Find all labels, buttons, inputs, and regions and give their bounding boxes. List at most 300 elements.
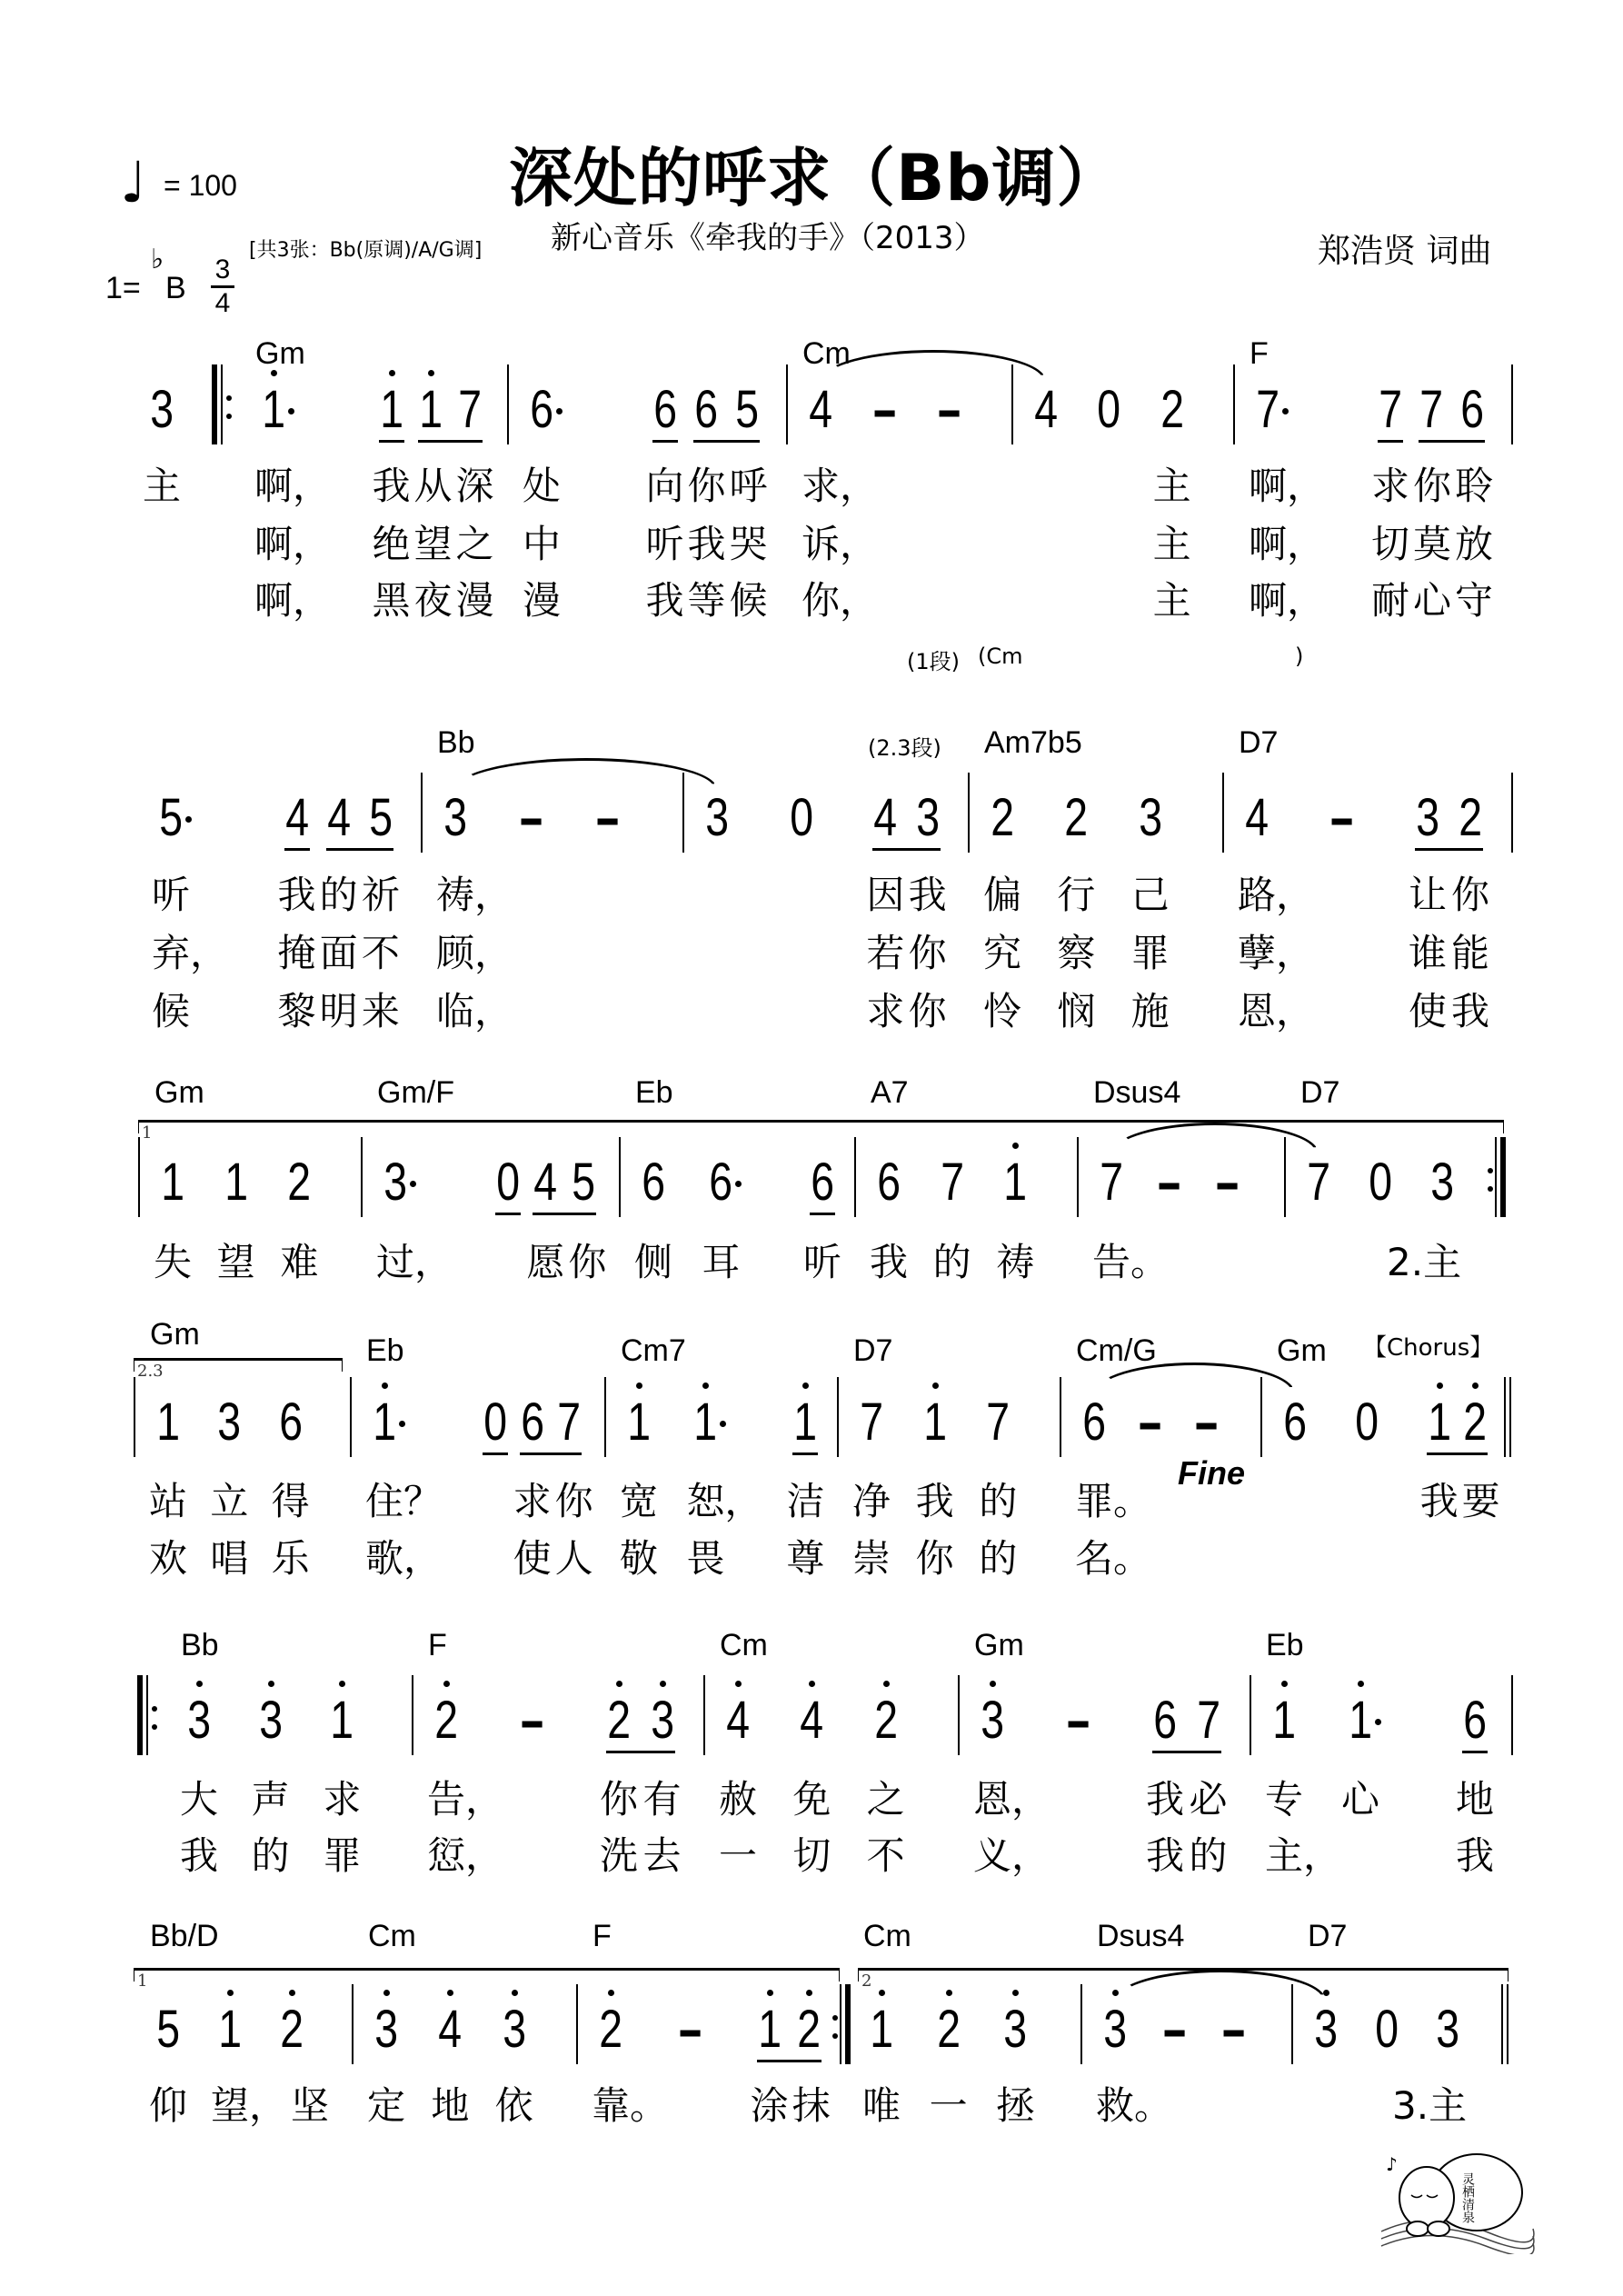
- lyric-syllable: 耐: [1371, 578, 1410, 623]
- eighth-underline: [1378, 440, 1403, 443]
- repeat-dot: [226, 414, 232, 419]
- high-octave-dot: [1012, 1990, 1019, 1996]
- note: [1001, 2001, 1030, 2059]
- lyric-syllable: 不: [866, 1833, 905, 1878]
- note: [518, 1393, 547, 1452]
- lyric-syllable: 掩: [277, 931, 316, 975]
- sustain-dash: [517, 789, 546, 847]
- note: [651, 381, 680, 439]
- note-digit: 7: [986, 1393, 1011, 1452]
- lyric-syllable: 孽，: [1238, 931, 1315, 975]
- note: [416, 381, 445, 439]
- chord-symbol: D7: [853, 1333, 893, 1368]
- lyric-syllable: 主: [1152, 464, 1191, 508]
- note-digit: 1: [330, 1691, 354, 1750]
- note: [284, 1153, 314, 1212]
- lyric-syllable: 怜: [983, 989, 1022, 1033]
- tempo-value: = 100: [164, 169, 237, 202]
- note-digit: 6: [642, 1153, 666, 1212]
- lyric-syllable: 崇: [852, 1536, 891, 1581]
- sustain-dash: [1136, 1393, 1165, 1452]
- note-digit: 4: [873, 788, 898, 847]
- lyric-syllable: 涂: [750, 2083, 789, 2128]
- lyric-syllable: 候: [152, 989, 191, 1033]
- note-digit: 2: [936, 2000, 961, 2059]
- volta-label: 1: [142, 1123, 153, 1143]
- eighth-underline: [1427, 1452, 1489, 1455]
- lyric-syllable: 我: [687, 522, 726, 566]
- lyric-syllable: 来: [361, 989, 400, 1033]
- note: [755, 2001, 784, 2059]
- sheep-logo-icon: [1377, 2145, 1536, 2254]
- lyric-syllable: 你: [600, 1777, 639, 1822]
- lyric-syllable: 使: [1409, 989, 1448, 1033]
- lyric-syllable: 从: [413, 464, 453, 508]
- barline: [1222, 773, 1224, 853]
- note-digit: 7: [1379, 380, 1403, 439]
- note-digit: 3: [915, 788, 940, 847]
- note: [983, 1393, 1012, 1452]
- note: [377, 381, 406, 439]
- note-digit: 3: [705, 788, 730, 847]
- note-digit: 1: [1272, 1691, 1297, 1750]
- note: [1413, 789, 1442, 847]
- eighth-underline: [1419, 440, 1485, 443]
- lyric-syllable: 敬: [620, 1536, 659, 1581]
- eighth-underline: [693, 440, 760, 443]
- lyric-syllable: 我: [372, 464, 411, 508]
- note: [1304, 1153, 1333, 1212]
- lyric-syllable: 大: [180, 1777, 219, 1822]
- lyric-syllable: 2.主: [1387, 1240, 1462, 1284]
- note-digit: 4: [533, 1153, 558, 1212]
- lyric-syllable: 能: [1451, 931, 1490, 975]
- barline: [837, 1377, 839, 1457]
- note: [554, 1393, 583, 1452]
- lyric-syllable: 救。: [1096, 2083, 1173, 2128]
- lyric-syllable: 主: [1152, 578, 1191, 623]
- chord-symbol: Cm: [802, 336, 851, 371]
- note-digit: 7: [1307, 1153, 1331, 1212]
- note: [624, 1393, 653, 1452]
- key-prefix: 1=: [105, 271, 141, 305]
- lyric-syllable: 处: [523, 464, 562, 508]
- note-digit: 6: [1082, 1393, 1107, 1452]
- note: [531, 1153, 560, 1212]
- quarter-note-icon: ♩: [120, 149, 147, 215]
- barline: [854, 1137, 856, 1217]
- lyric-syllable: 歌，: [365, 1536, 443, 1581]
- barline: [1250, 1675, 1251, 1755]
- lyric-syllable: 的: [1189, 1833, 1228, 1878]
- high-octave-dot: [767, 1990, 773, 1996]
- note: [871, 1692, 901, 1750]
- note-digit: 5: [735, 380, 759, 439]
- lyric-syllable: 你: [1451, 873, 1490, 917]
- rest: [1352, 1393, 1381, 1452]
- lyric-syllable: 望，: [211, 2083, 288, 2128]
- lyric-syllable: 祷: [996, 1240, 1035, 1284]
- barline: [1291, 1984, 1293, 2064]
- note-digit: 5: [159, 788, 184, 847]
- note-digit: 1: [379, 380, 403, 439]
- note-digit: 1: [262, 380, 286, 439]
- lyric-syllable: 恩，: [1238, 989, 1315, 1033]
- lyric-syllable: 中: [523, 522, 562, 566]
- tie-arc: [455, 758, 717, 789]
- note-digit: 1: [1427, 1393, 1451, 1452]
- note-digit: 6: [811, 1153, 834, 1212]
- lyric-syllable: 你: [908, 931, 947, 975]
- lyric-syllable: 主，: [1265, 1833, 1342, 1878]
- chord-symbol: D7: [1308, 1919, 1348, 1953]
- note: [791, 1393, 820, 1452]
- chord-symbol: Eb: [1266, 1628, 1304, 1662]
- repeat-start-barline: [137, 1675, 143, 1755]
- chord-symbol: Gm: [974, 1628, 1024, 1662]
- dash-glyph: -: [1220, 2000, 1248, 2059]
- high-octave-dot: [809, 1681, 815, 1687]
- lyric-syllable: 之: [455, 522, 494, 566]
- note: [276, 1393, 305, 1452]
- lyric-syllable: 行: [1057, 873, 1096, 917]
- note: [527, 381, 556, 439]
- lyric-syllable: 难: [280, 1240, 319, 1284]
- note-digit: 2: [280, 2000, 304, 2059]
- high-octave-dot: [339, 1681, 345, 1687]
- note: [648, 1692, 677, 1750]
- rest: [1366, 1153, 1395, 1212]
- lyric-syllable: 哭: [729, 522, 768, 566]
- barline: [412, 1675, 413, 1755]
- note-digit: 3: [1138, 788, 1162, 847]
- high-octave-dot: [1012, 1143, 1019, 1149]
- note-digit: 3: [217, 1393, 242, 1452]
- note-digit: 6: [1460, 380, 1485, 439]
- sustain-dash: [1213, 1153, 1242, 1212]
- note-digit: 3: [502, 2000, 526, 2059]
- final-barline: [1504, 1377, 1506, 1457]
- note: [794, 2001, 823, 2059]
- lyric-syllable: 我: [1146, 1833, 1185, 1878]
- note: [702, 789, 732, 847]
- lyric-syllable: 的: [251, 1833, 290, 1878]
- note-digit: 1: [693, 1393, 718, 1452]
- lyric-syllable: 我: [645, 578, 684, 623]
- note-digit: 2: [1160, 380, 1184, 439]
- augmentation-dot: [288, 408, 294, 414]
- note: [1456, 789, 1485, 847]
- note-digit: 5: [571, 1153, 595, 1212]
- note-digit: 4: [1034, 380, 1059, 439]
- note: [1458, 381, 1487, 439]
- barline: [1060, 1377, 1061, 1457]
- barline: [138, 1137, 140, 1217]
- lyric-syllable: 坚: [291, 2083, 330, 2128]
- note: [706, 1153, 735, 1212]
- high-octave-dot: [1472, 1383, 1479, 1389]
- lyric-syllable: 求: [513, 1479, 552, 1523]
- volta-label: 1: [137, 1972, 148, 1991]
- repeat-dot: [832, 2033, 838, 2039]
- volta-bracket: [858, 1968, 1508, 1982]
- barline: [958, 1675, 960, 1755]
- dash-glyph: -: [676, 2000, 703, 2059]
- chord-symbol: Dsus4: [1097, 1919, 1185, 1953]
- lyric-syllable: 失: [154, 1240, 193, 1284]
- dash-glyph: -: [594, 788, 622, 847]
- lyric-syllable: 罪: [1130, 931, 1170, 975]
- lyric-syllable: 悯: [1057, 989, 1096, 1033]
- lyric-syllable: 乐: [271, 1536, 310, 1581]
- barline: [968, 773, 970, 853]
- note: [1460, 1393, 1489, 1452]
- note-digit: 2: [991, 788, 1015, 847]
- lyric-syllable: 愿: [526, 1240, 565, 1284]
- note-digit: 4: [284, 788, 309, 847]
- chord-symbol: D7: [1239, 725, 1279, 760]
- high-octave-dot: [806, 1990, 812, 1996]
- lyric-syllable: 之: [866, 1777, 905, 1822]
- note-digit: 1: [627, 1393, 652, 1452]
- lyric-syllable: 求，: [802, 464, 879, 508]
- lyric-syllable: 漫: [455, 578, 494, 623]
- lyric-syllable: 守: [1455, 578, 1494, 623]
- chord-symbol: F: [1250, 336, 1269, 371]
- lyric-syllable: 你: [908, 989, 947, 1033]
- note: [215, 2001, 244, 2059]
- note: [1194, 1692, 1223, 1750]
- eighth-underline: [1462, 1751, 1488, 1753]
- note-digit: 0: [1369, 1153, 1393, 1212]
- repeat-start-barline: [212, 364, 217, 444]
- note: [1428, 1153, 1457, 1212]
- barline: [1233, 364, 1235, 444]
- note: [808, 1153, 837, 1212]
- eighth-underline: [326, 848, 393, 851]
- lyric-syllable: 深: [455, 464, 494, 508]
- note: [154, 2001, 183, 2059]
- note: [732, 381, 762, 439]
- note-digit: 4: [726, 1691, 751, 1750]
- note: [156, 789, 185, 847]
- chord-symbol: Cm/G: [1076, 1333, 1157, 1368]
- note: [283, 789, 312, 847]
- time-signature: [211, 256, 234, 317]
- note-digit: 0: [789, 788, 813, 847]
- note: [1097, 1153, 1126, 1212]
- lyric-syllable: 我: [915, 1479, 954, 1523]
- note-digit: 2: [1459, 788, 1483, 847]
- note: [867, 2001, 896, 2059]
- lyric-syllable: 侧: [634, 1240, 673, 1284]
- lyric-syllable: 你: [915, 1536, 954, 1581]
- note-digit: 3: [981, 1691, 1005, 1750]
- lyric-syllable: 望: [216, 1240, 255, 1284]
- chord-symbol: Gm: [154, 1075, 204, 1110]
- lyric-syllable: 诉，: [802, 522, 879, 566]
- note-digit: 6: [530, 380, 554, 439]
- lyric-syllable: 的: [932, 1240, 971, 1284]
- note: [184, 1692, 214, 1750]
- chord-symbol: Gm: [1277, 1333, 1327, 1368]
- lyric-syllable: 宽: [620, 1479, 659, 1523]
- lyric-syllable: 住？: [365, 1479, 443, 1523]
- note: [455, 381, 484, 439]
- rest: [481, 1393, 510, 1452]
- repeat-start-barline: [146, 1675, 148, 1755]
- note: [256, 1692, 285, 1750]
- lyric-syllable: 弃，: [152, 931, 229, 975]
- lyric-syllable: 恕，: [686, 1479, 763, 1523]
- lyric-syllable: 莫: [1413, 522, 1452, 566]
- lyric-syllable: 求: [866, 989, 905, 1033]
- note: [1158, 381, 1187, 439]
- lyric-syllable: 的: [979, 1479, 1018, 1523]
- augmentation-dot: [720, 1421, 726, 1427]
- augmentation-dot: [410, 1181, 416, 1187]
- high-octave-dot: [990, 1681, 996, 1687]
- volta-bracket: [134, 1358, 343, 1372]
- lyric-syllable: 不: [361, 931, 400, 975]
- eighth-underline: [872, 848, 940, 851]
- lyric-syllable: 洁: [786, 1479, 825, 1523]
- lyric-syllable: 恩，: [973, 1777, 1050, 1822]
- note: [370, 1393, 399, 1452]
- note-digit: 7: [940, 1153, 964, 1212]
- lyric-syllable: 有: [642, 1777, 682, 1822]
- verse-annotation: (2.3段): [868, 735, 941, 761]
- note-digit: 7: [1196, 1691, 1220, 1750]
- chord-symbol: A7: [871, 1075, 909, 1110]
- page-title: 深处的呼求（Bb调）: [509, 141, 1121, 215]
- note-digit: 0: [483, 1393, 508, 1452]
- note: [934, 2001, 963, 2059]
- note-digit: 4: [800, 1691, 824, 1750]
- fine-marker: Fine: [1178, 1454, 1246, 1492]
- lyric-syllable: 洗: [600, 1833, 639, 1878]
- lyric-syllable: 我: [1456, 1833, 1495, 1878]
- note: [913, 789, 942, 847]
- lyric-syllable: 罪。: [1075, 1479, 1152, 1523]
- lyric-syllable: 我: [277, 873, 316, 917]
- note-digit: 6: [278, 1393, 303, 1452]
- dash-glyph: -: [871, 380, 899, 439]
- note-digit: 4: [1245, 788, 1270, 847]
- barline: [1511, 773, 1513, 853]
- lyric-syllable: 听: [645, 522, 684, 566]
- chord-symbol: Eb: [366, 1333, 404, 1368]
- dash-glyph: -: [935, 380, 962, 439]
- lyric-syllable: 赦: [719, 1777, 758, 1822]
- lyric-syllable: 向: [645, 464, 684, 508]
- high-octave-dot: [879, 1990, 885, 1996]
- volta-label: 2: [861, 1972, 872, 1991]
- rest: [787, 789, 816, 847]
- high-octave-dot: [389, 370, 395, 376]
- lyric-syllable: 心: [1341, 1777, 1380, 1822]
- chord-symbol: Gm: [150, 1317, 200, 1352]
- lyric-syllable: 畏: [686, 1536, 725, 1581]
- sustain-dash: [1155, 1153, 1184, 1212]
- augmentation-dot: [735, 1181, 742, 1187]
- note-digit: 3: [443, 788, 468, 847]
- barline: [134, 1377, 135, 1457]
- barline: [1511, 364, 1513, 444]
- note-digit: 1: [1349, 1691, 1373, 1750]
- note: [259, 381, 288, 439]
- lyric-syllable: 站: [149, 1479, 188, 1523]
- note-digit: 1: [218, 2000, 243, 2059]
- note: [797, 1692, 826, 1750]
- note-digit: 2: [873, 1691, 898, 1750]
- note: [435, 2001, 464, 2059]
- eighth-underline: [810, 1213, 835, 1215]
- repeat-end-barline: [840, 1984, 841, 2064]
- note-digit: 2: [599, 2000, 623, 2059]
- note-digit: 2: [434, 1691, 459, 1750]
- note-digit: 7: [557, 1393, 582, 1452]
- note-digit: 3: [1430, 1153, 1455, 1212]
- volta-bracket: [134, 1968, 840, 1982]
- lyric-syllable: 立: [210, 1479, 249, 1523]
- chord-symbol: Cm: [720, 1628, 768, 1662]
- composer-credit: 郑浩贤 词曲: [1318, 233, 1492, 270]
- high-octave-dot: [1437, 1383, 1443, 1389]
- note: [147, 381, 176, 439]
- repeat-end-barline: [845, 1984, 851, 2064]
- lyric-syllable: 告，: [427, 1777, 504, 1822]
- lyric-syllable: 你: [1413, 464, 1452, 508]
- note-digit: 6: [1283, 1393, 1308, 1452]
- note-digit: 1: [870, 2000, 894, 2059]
- lyric-syllable: 愆，: [427, 1833, 504, 1878]
- high-octave-dot: [268, 1681, 274, 1687]
- dash-glyph: -: [1214, 1153, 1241, 1212]
- eighth-underline: [495, 1213, 521, 1215]
- sustain-dash: [1160, 2001, 1189, 2059]
- lyric-syllable: 察: [1057, 931, 1096, 975]
- note-digit: 1: [161, 1153, 185, 1212]
- note: [366, 789, 395, 847]
- lyric-syllable: 啊，: [1249, 522, 1326, 566]
- note: [596, 2001, 625, 2059]
- note-digit: 3: [187, 1691, 212, 1750]
- lyric-syllable: 黎: [277, 989, 316, 1033]
- note: [1242, 789, 1271, 847]
- lyric-syllable: 施: [1130, 989, 1170, 1033]
- high-octave-dot: [196, 1681, 203, 1687]
- note-digit: 6: [709, 1153, 733, 1212]
- sustain-dash: [1328, 789, 1357, 847]
- lyric-syllable: 一: [929, 2083, 968, 2128]
- barline: [1260, 1377, 1262, 1457]
- lyric-syllable: 仰: [149, 2083, 188, 2128]
- dash-glyph: -: [518, 788, 545, 847]
- lyric-syllable: 求: [1371, 464, 1410, 508]
- lyric-syllable: 我: [1451, 989, 1490, 1033]
- svg-text:♪: ♪: [1386, 2153, 1398, 2175]
- verse-annotation: ): [1295, 644, 1304, 669]
- sustain-dash: [871, 381, 900, 439]
- lyric-syllable: 切: [792, 1833, 831, 1878]
- eighth-underline: [483, 1452, 508, 1455]
- barline: [1284, 1137, 1286, 1217]
- repeat-dot: [152, 1724, 157, 1730]
- note: [1150, 1692, 1180, 1750]
- barline: [1080, 1984, 1082, 2064]
- eighth-underline: [1152, 1751, 1221, 1753]
